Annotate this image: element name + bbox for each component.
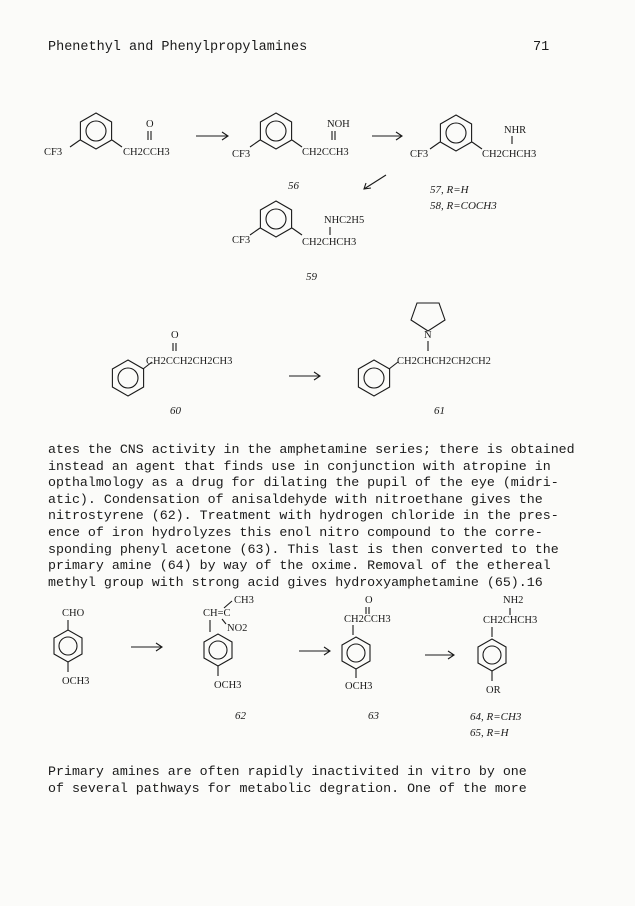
chain-label: CH2CCH3 xyxy=(123,147,170,158)
svg-text:NO2: NO2 xyxy=(227,623,248,634)
page-number: 71 xyxy=(533,40,550,55)
structure-62 xyxy=(203,595,254,722)
compound-59: 59 xyxy=(306,271,317,283)
structure-63 xyxy=(342,595,391,722)
svg-text:O: O xyxy=(365,595,373,606)
svg-text:OCH3: OCH3 xyxy=(214,680,242,691)
body-paragraph-1: ates the CNS activity in the amphetamine series; there is obtained instead an agent that finds use in conjunction with atropine in opthalmology as a drug for dilating the pupil of the eye (midri- atic). Condensation of anisaldehyde with nitroethane gives the nitrostyrene (62). Treatment with hydrogen chloride in the pres- ence of iron hydrolyzes this enol nitro compound to the corre- sponding phenyl acetone (63). This last is then converted to the primary amine (64) by way of the oxime. Removal of the ethereal methyl group with strong acid gives hydroxyamphetamine (65).16 xyxy=(48,442,575,590)
compound-63: 63 xyxy=(368,710,379,722)
structure-cf3-oxime xyxy=(232,113,350,192)
arrow-6 xyxy=(299,647,330,655)
structure-cf3-ketone xyxy=(44,113,170,158)
compound-58: 58, R=COCH3 xyxy=(430,200,497,212)
oxime-group: NOH xyxy=(327,119,350,130)
compound-57: 57, R=H xyxy=(430,184,469,196)
svg-text:CH=C: CH=C xyxy=(203,608,231,619)
arrow-3 xyxy=(364,175,386,189)
arrow-1 xyxy=(196,132,228,140)
structure-61 xyxy=(358,303,491,417)
nhc2h5-group: NHC2H5 xyxy=(324,215,365,226)
structure-60 xyxy=(112,330,232,417)
compound-61: 61 xyxy=(434,405,445,417)
compound-60: 60 xyxy=(170,405,181,417)
structure-cf3-amine xyxy=(410,115,536,212)
svg-text:CF3: CF3 xyxy=(232,235,251,246)
compound-62: 62 xyxy=(235,710,246,722)
pyrrolidine-n: N xyxy=(424,330,432,341)
arrow-2 xyxy=(372,132,402,140)
structure-anisaldehyde xyxy=(54,608,89,687)
arrow-4 xyxy=(289,372,320,380)
cf3-label: CF3 xyxy=(44,147,63,158)
compound-65: 65, R=H xyxy=(470,727,509,739)
svg-text:CH2CCH3: CH2CCH3 xyxy=(344,614,391,625)
svg-text:O: O xyxy=(171,330,179,341)
arrow-5 xyxy=(131,643,162,651)
svg-text:CH2CCH2CH2CH3: CH2CCH2CH2CH3 xyxy=(146,356,233,367)
svg-text:CH2CHCH3: CH2CHCH3 xyxy=(483,615,538,626)
svg-text:CF3: CF3 xyxy=(410,149,429,160)
running-head: Phenethyl and Phenylpropylamines xyxy=(48,40,308,55)
svg-text:CF3: CF3 xyxy=(232,149,251,160)
svg-text:OCH3: OCH3 xyxy=(62,676,90,687)
arrow-7 xyxy=(425,651,454,659)
svg-text:NH2: NH2 xyxy=(503,595,524,606)
scheme-2 xyxy=(0,300,635,430)
svg-text:CH3: CH3 xyxy=(234,595,254,606)
compound-64: 64, R=CH3 xyxy=(470,711,522,723)
scheme-1 xyxy=(0,95,635,295)
svg-text:CH2CHCH2CH2CH2: CH2CHCH2CH2CH2 xyxy=(397,356,491,367)
svg-text:CH2CHCH3: CH2CHCH3 xyxy=(482,149,537,160)
scheme-3 xyxy=(0,590,635,750)
svg-text:CH2CCH3: CH2CCH3 xyxy=(302,147,349,158)
svg-text:CH2CHCH3: CH2CHCH3 xyxy=(302,237,357,248)
compound-56: 56 xyxy=(288,180,299,192)
svg-text:OR: OR xyxy=(486,685,501,696)
body-paragraph-2: Primary amines are often rapidly inactivited in vitro by one of several pathways for metabolic degration. One of the more xyxy=(48,764,527,796)
carbonyl-o: O xyxy=(146,119,154,130)
structure-64-65 xyxy=(470,595,537,739)
structure-cf3-ethylamine xyxy=(232,201,364,283)
nhr-group: NHR xyxy=(504,125,527,136)
svg-text:CHO: CHO xyxy=(62,608,85,619)
svg-text:OCH3: OCH3 xyxy=(345,681,373,692)
